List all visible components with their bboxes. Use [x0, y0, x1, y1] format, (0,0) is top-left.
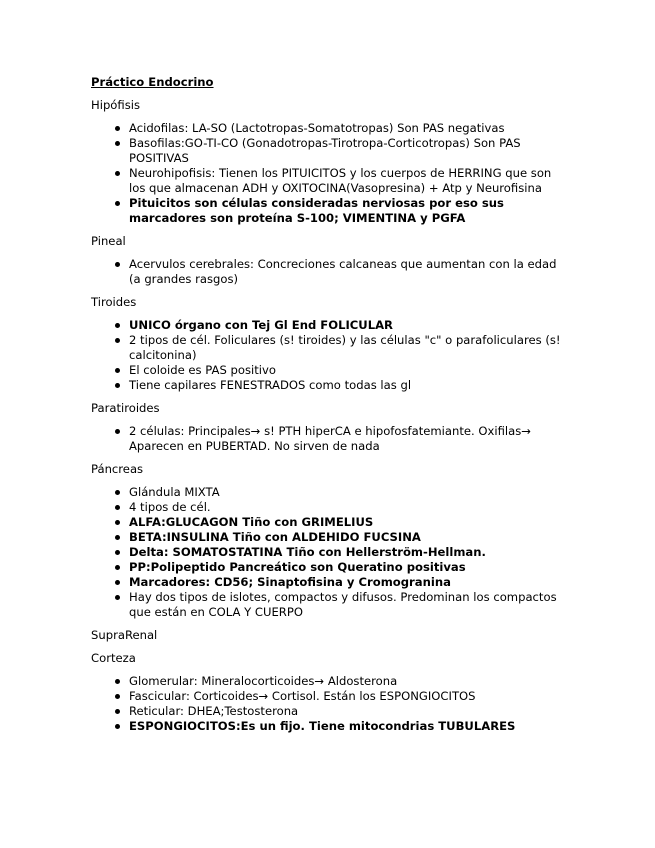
bullet-list [91, 257, 571, 287]
bullet-list [91, 121, 571, 226]
list-item [91, 378, 571, 393]
list-item [91, 515, 571, 530]
list-item [91, 166, 571, 196]
list-item-text: UNICO órgano con Tej Gl End FOLICULAR [129, 318, 393, 332]
section-heading-pineal: Pineal [91, 234, 126, 248]
bullet-icon [115, 490, 120, 495]
list-item [91, 704, 571, 719]
list-item-text: Acidofilas: LA-SO (Lactotropas-Somatotropas) Son PAS negativas [129, 121, 505, 135]
list-item [91, 485, 571, 500]
bullet-icon [115, 520, 120, 525]
bullet-icon [115, 338, 120, 343]
list-item [91, 674, 571, 689]
document-body [91, 98, 571, 734]
list-item [91, 719, 571, 734]
list-item-text: Hay dos tipos de islotes, compactos y difusos. Predominan los compactos que están en COLA Y CUERPO [129, 590, 557, 619]
list-item-text: Marcadores: CD56; Sinaptofisina y Cromogranina [129, 575, 451, 589]
list-item-text: BETA:INSULINA Tiño con ALDEHIDO FUCSINA [129, 530, 421, 544]
list-item-text: 2 células: Principales→ s! PTH hiperCA e hipofosfatemiante. Oxifilas→ Aparecen en PUBERTAD. No sirven de nada [129, 424, 531, 453]
bullet-icon [115, 126, 120, 131]
list-item-text: Tiene capilares FENESTRADOS como todas las gl [129, 378, 412, 392]
list-item-text: Fascicular: Corticoides→ Cortisol. Están los ESPONGIOCITOS [129, 689, 476, 703]
list-item-text: Glomerular: Mineralocorticoides→ Aldosterona [129, 674, 398, 688]
section-heading-paratiroides: Paratiroides [91, 401, 160, 415]
list-item-text: ALFA:GLUCAGON Tiño con GRIMELIUS [129, 515, 374, 529]
bullet-icon [115, 429, 120, 434]
list-item [91, 257, 571, 287]
list-item-text: PP:Polipeptido Pancreático son Queratino positivas [129, 560, 466, 574]
bullet-icon [115, 535, 120, 540]
list-item [91, 500, 571, 515]
document-page [91, 75, 571, 742]
list-item-text: Basofilas:GO-TI-CO (Gonadotropas-Tirotropa-Corticotropas) Son PAS POSITIVAS [129, 136, 521, 165]
list-item-text: El coloide es PAS positivo [129, 363, 276, 377]
list-item [91, 689, 571, 704]
list-item [91, 318, 571, 333]
bullet-icon [115, 709, 120, 714]
list-item-text: Reticular: DHEA;Testosterona [129, 704, 299, 718]
section-heading-corteza: Corteza [91, 651, 136, 665]
list-item [91, 333, 571, 363]
bullet-icon [115, 595, 120, 600]
bullet-icon [115, 141, 120, 146]
bullet-icon [115, 368, 120, 373]
bullet-icon [115, 565, 120, 570]
list-item [91, 590, 571, 620]
section-heading-pancreas: Páncreas [91, 462, 144, 476]
list-item-text: 4 tipos de cél. [129, 500, 211, 514]
bullet-icon [115, 201, 120, 206]
document-title: Práctico Endocrino [91, 75, 214, 89]
bullet-list [91, 318, 571, 393]
list-item-text: 2 tipos de cél. Foliculares (s! tiroides) y las células "c" o parafoliculares (s! calcitonina) [129, 333, 561, 362]
list-item [91, 363, 571, 378]
bullet-icon [115, 383, 120, 388]
list-item-text: Glándula MIXTA [129, 485, 220, 499]
section-heading-suprarenal: SupraRenal [91, 628, 158, 642]
list-item [91, 530, 571, 545]
bullet-list [91, 424, 571, 454]
list-item [91, 560, 571, 575]
bullet-icon [115, 505, 120, 510]
list-item [91, 575, 571, 590]
list-item-text: Neurohipofisis: Tienen los PITUICITOS y los cuerpos de HERRING que son los que almacenan ADH y OXITOCINA(Vasopresina) + Atp y Neurofisina [129, 166, 552, 195]
section-heading-hipofisis: Hipófisis [91, 98, 140, 112]
bullet-icon [115, 550, 120, 555]
list-item-text: Delta: SOMATOSTATINA Tiño con Hellerström-Hellman. [129, 545, 486, 559]
list-item-text: Pituicitos son células consideradas nerviosas por eso sus marcadores son proteína S-100; VIMENTINA y PGFA [129, 196, 504, 225]
list-item [91, 121, 571, 136]
bullet-icon [115, 724, 120, 729]
bullet-icon [115, 171, 120, 176]
bullet-list [91, 485, 571, 620]
bullet-icon [115, 262, 120, 267]
bullet-list [91, 674, 571, 734]
bullet-icon [115, 580, 120, 585]
list-item-text: Acervulos cerebrales: Concreciones calcaneas que aumentan con la edad (a grandes rasgos) [129, 257, 557, 286]
list-item [91, 136, 571, 166]
list-item [91, 196, 571, 226]
section-heading-tiroides: Tiroides [91, 295, 137, 309]
bullet-icon [115, 679, 120, 684]
list-item [91, 545, 571, 560]
bullet-icon [115, 694, 120, 699]
list-item-text: ESPONGIOCITOS:Es un fijo. Tiene mitocondrias TUBULARES [129, 719, 516, 733]
list-item [91, 424, 571, 454]
bullet-icon [115, 323, 120, 328]
